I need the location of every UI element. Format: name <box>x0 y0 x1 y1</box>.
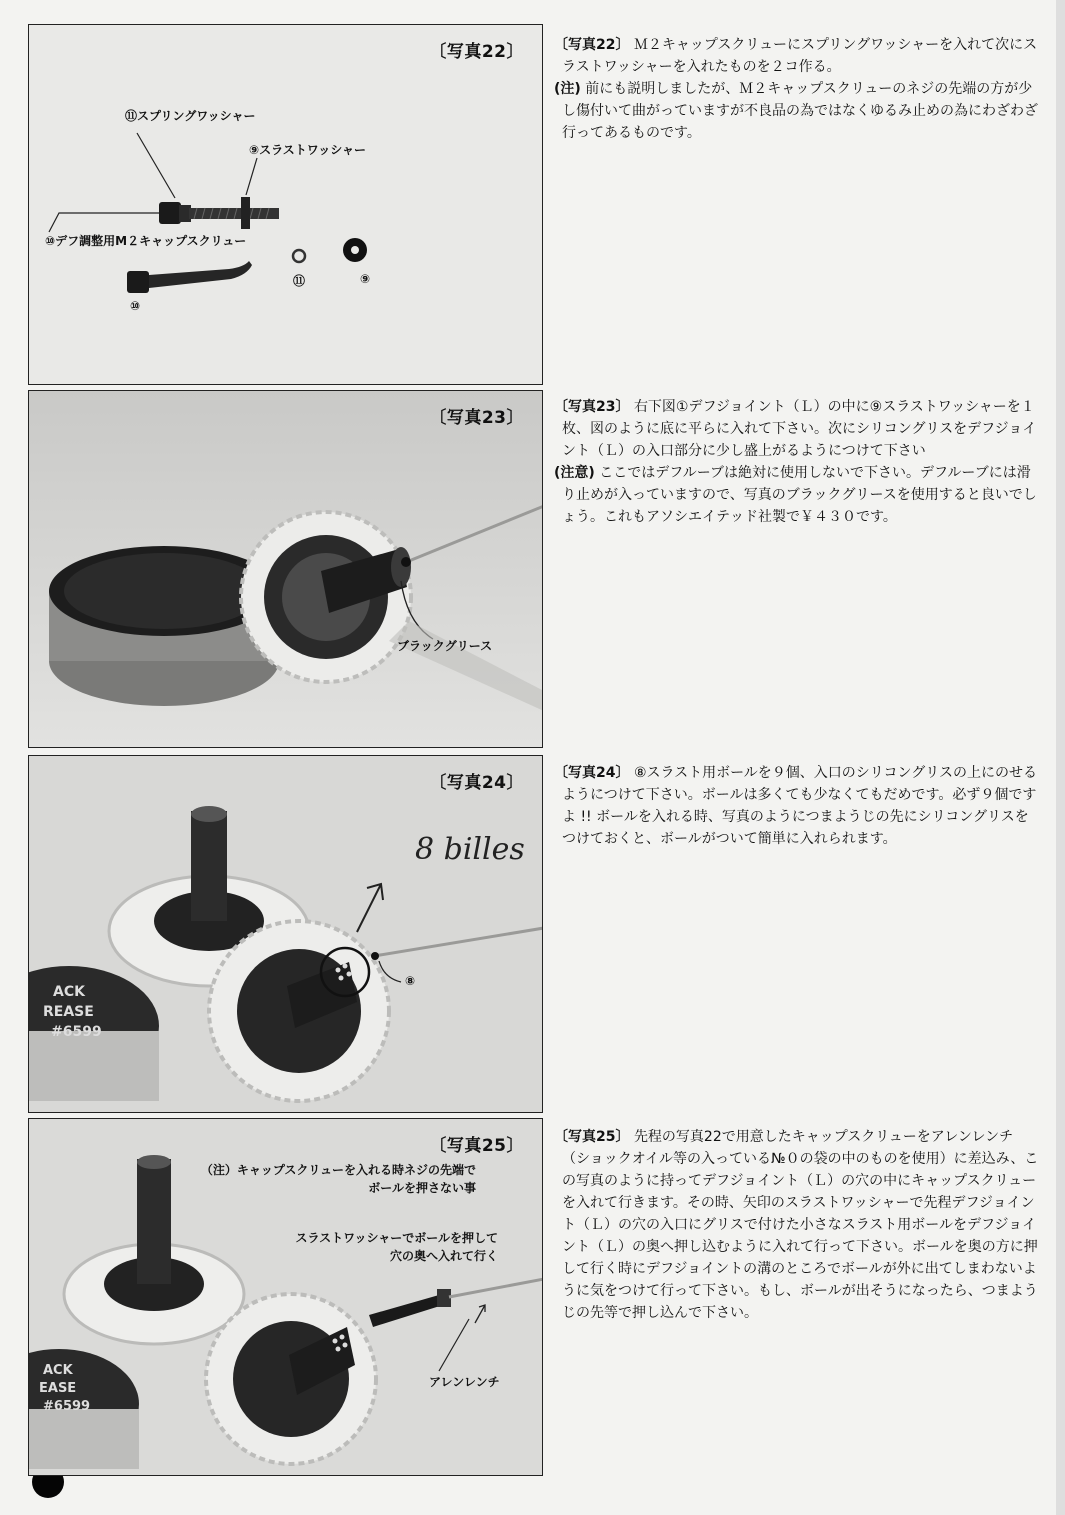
jar-text-line2: REASE <box>43 1004 94 1020</box>
label-part-11: ⑪ <box>293 274 306 288</box>
note-ref: (注意) <box>554 465 595 481</box>
paragraph <box>554 78 1040 144</box>
photo-25-label: 〔写真25〕 <box>429 1136 524 1156</box>
paragraph-body: ⑧スラスト用ボールを９個、入口のシリコングリスの上にのせるようにつけて下さい。ボールは多くても少なくてもだめです。必ず９個ですよ !! ボールを入れる時、写真のようにつまようじの先にシリコングリスをつけておくと、ボールがついて簡単に入れられます。 <box>562 765 1037 847</box>
page-right-edge <box>1056 0 1065 1515</box>
photo-ref: 〔写真22〕 <box>554 37 630 53</box>
paragraph-body: 前にも説明しましたが、Ｍ２キャップスクリューのネジの先端の方が少し傷付いて曲がっていますが不良品の為ではなくゆるみ止めの為にわざわざ行ってあるものです。 <box>562 81 1038 141</box>
photo-22 <box>28 24 543 385</box>
label-part-10: ⑩ <box>130 299 141 313</box>
jar-text-line1: ACK <box>43 1363 73 1378</box>
photo-23 <box>28 390 543 748</box>
note-ref: (注) <box>554 81 581 97</box>
photo-22-illustration <box>29 25 543 385</box>
instruction-text-24 <box>554 762 1040 850</box>
label-part-8: ⑧ <box>405 974 416 988</box>
photo-ref: 〔写真23〕 <box>554 399 630 415</box>
photo-24-illustration <box>29 756 543 1113</box>
handwritten-note: 8 billes <box>415 832 525 867</box>
photo-24 <box>28 755 543 1113</box>
paragraph-body: 右下図①デフジョイント（Ｌ）の中に⑨スラストワッシャーを１枚、図のように底に平らに入れて下さい。次にシリコングリスをデフジョイント（Ｌ）の入口部分に少し盛上がるようにつけて下さい <box>562 399 1037 459</box>
label-push-line1: スラストワッシャーでボールを押して <box>295 1231 498 1245</box>
label-black-grease: ブラックグリース <box>397 639 493 653</box>
photo-25 <box>28 1118 543 1476</box>
instruction-text-23 <box>554 396 1040 528</box>
photo-24-label: 〔写真24〕 <box>429 773 524 793</box>
label-note-line2: ボールを押さない事 <box>368 1181 476 1195</box>
photo-23-label: 〔写真23〕 <box>429 408 524 428</box>
photo-22-label: 〔写真22〕 <box>429 42 524 62</box>
jar-text-line3: #6599 <box>51 1024 102 1040</box>
photo-23-illustration <box>29 391 543 748</box>
jar-text-line3: #6599 <box>43 1399 91 1414</box>
paragraph <box>554 34 1040 78</box>
label-thrust-washer: ⑨スラストワッシャー <box>249 143 366 157</box>
paragraph-body: ここではデフルーブは絶対に使用しないで下さい。デフルーブには滑り止めが入っていますので、写真のブラックグリースを使用すると良いでしょう。これもアソシエイテッド社製で￥４３０です。 <box>562 465 1037 525</box>
paragraph <box>554 1126 1040 1324</box>
label-push-line2: 穴の奥へ入れて行く <box>389 1249 498 1263</box>
instruction-text-25 <box>554 1126 1040 1324</box>
label-note-line1: （注）キャップスクリューを入れる時ネジの先端で <box>200 1163 476 1177</box>
instruction-text-22 <box>554 34 1040 144</box>
label-spring-washer: ⑪スプリングワッシャー <box>125 109 256 123</box>
label-cap-screw: ⑩デフ調整用M２キャップスクリュー <box>45 234 247 248</box>
label-part-9: ⑨ <box>360 272 371 286</box>
jar-text-line1: ACK <box>53 984 85 1000</box>
label-allen-wrench: アレンレンチ <box>429 1375 500 1389</box>
paragraph-body: 先程の写真22で用意したキャップスクリューをアレンレンチ（ショックオイル等の入っている№０の袋の中のものを使用）に差込み、この写真のように持ってデフジョイント（Ｌ）の穴の中にキャップスクリューを入れて行きます。その時、矢印のスラストワッシャーで先程デフジョイント（Ｌ）の穴の入口にグリスで付けた小さなスラスト用ボールをデフジョイント（Ｌ）の奥へ押し込むように入れて行って下さい。ボールを奥の方に押して行く時にデフジョイントの溝のところでボールが外に出てしまわないように気をつけて行って下さい。もし、ボールが出そうになったら、つまようじの先等で押し込んで下さい。 <box>562 1129 1039 1321</box>
jar-text-line2: EASE <box>39 1381 77 1396</box>
paragraph <box>554 396 1040 462</box>
paragraph <box>554 462 1040 528</box>
paragraph-body: Ｍ２キャップスクリューにスプリングワッシャーを入れて次にスラストワッシャーを入れたものを２コ作る。 <box>562 37 1038 75</box>
paragraph <box>554 762 1040 850</box>
photo-ref: 〔写真25〕 <box>554 1129 630 1145</box>
photo-ref: 〔写真24〕 <box>554 765 630 781</box>
